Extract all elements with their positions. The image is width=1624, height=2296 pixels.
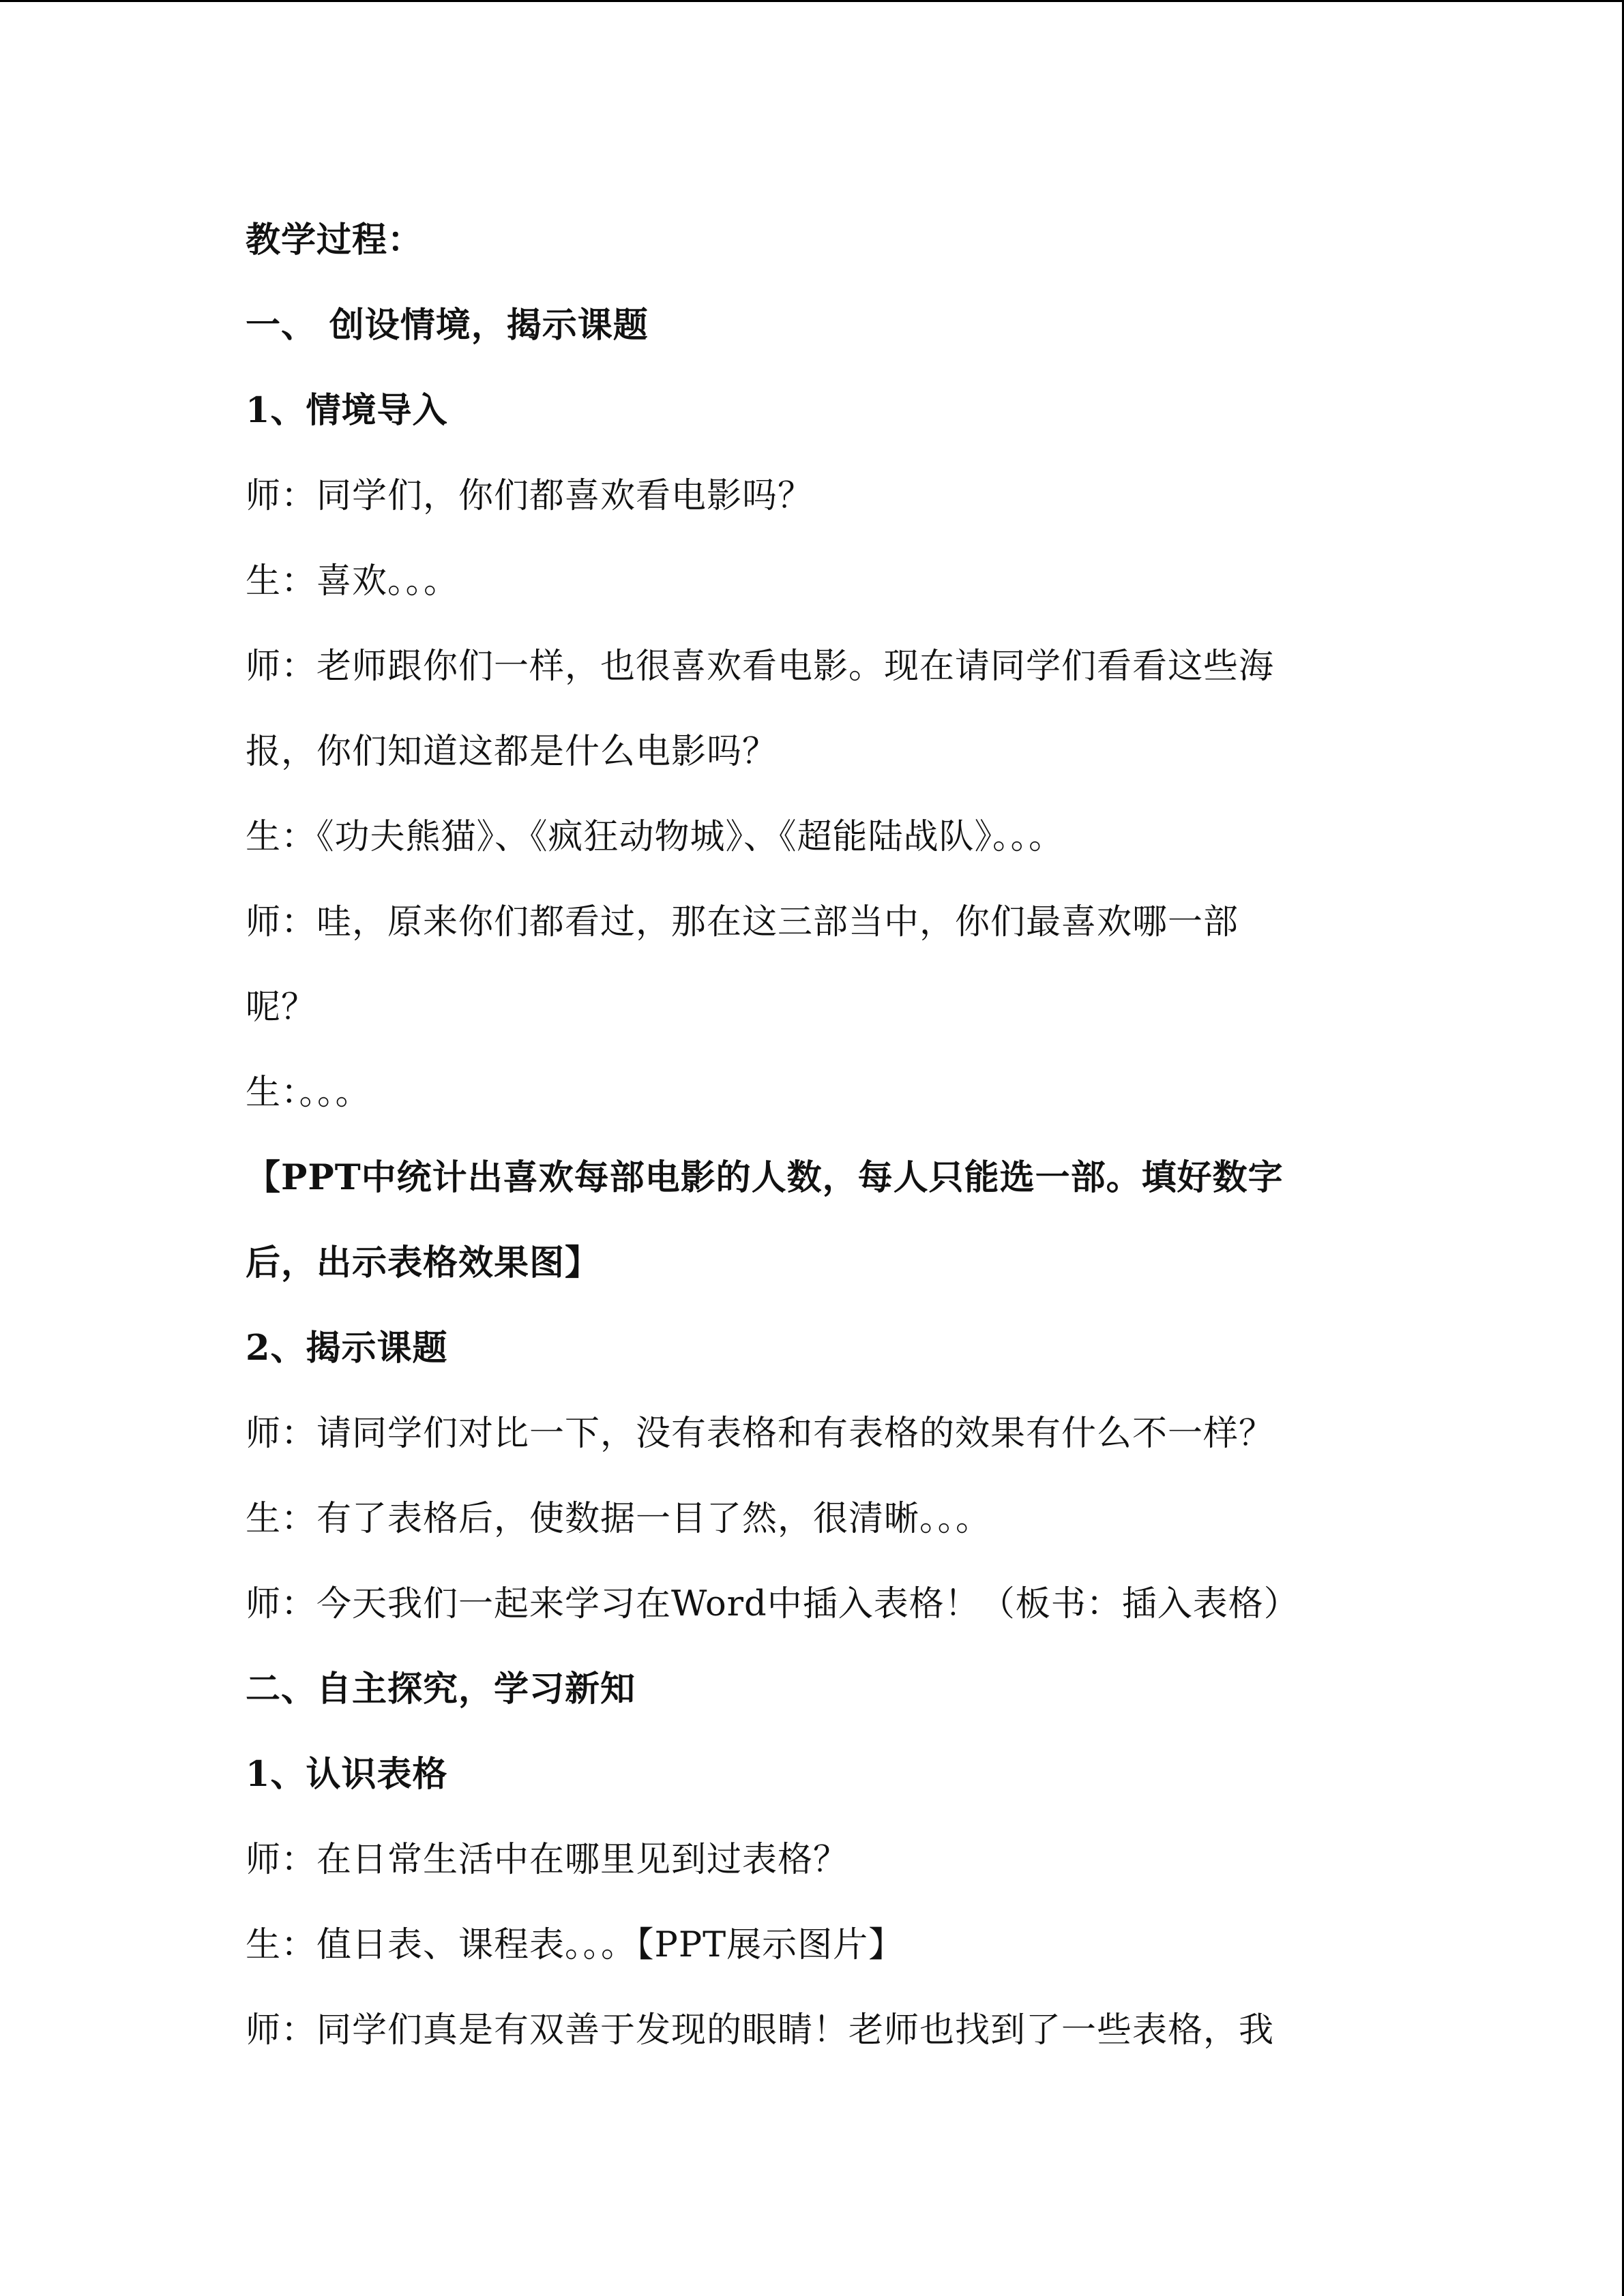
subsection-heading: 1、情境导入 — [246, 390, 448, 431]
dialogue-line: 师：请同学们对比一下，没有表格和有表格的效果有什么不一样？ — [246, 1414, 1275, 1454]
dialogue-line: 生：喜欢。。。 — [246, 561, 460, 601]
section-heading: 二、自主探究，学习新知 — [246, 1669, 636, 1710]
doc-heading: 教学过程： — [246, 220, 424, 260]
dialogue-line: 师：同学们，你们都喜欢看电影吗？ — [246, 476, 814, 516]
dialogue-line: 呢？ — [246, 987, 317, 1028]
ppt-instruction: 后，出示表格效果图】 — [246, 1242, 601, 1283]
dialogue-line: 师：老师跟你们一样，也很喜欢看电影。现在请同学们看看这些海 — [246, 646, 1275, 687]
dialogue-line: 生：有了表格后，使数据一目了然，很清晰。。。 — [246, 1499, 992, 1539]
dialogue-line: 师：同学们真是有双善于发现的眼睛！老师也找到了一些表格，我 — [246, 2010, 1275, 2051]
dialogue-line: 师：今天我们一起来学习在Word中插入表格！（板书：插入表格） — [246, 1584, 1299, 1624]
dialogue-line: 师：哇，原来你们都看过，那在这三部当中，你们最喜欢哪一部 — [246, 902, 1239, 942]
dialogue-line: 生：值日表、课程表。。。【PPT展示图片】 — [246, 1925, 904, 1965]
dialogue-line: 生：《功夫熊猫》、《疯狂动物城》、《超能陆战队》。。。 — [246, 817, 1065, 857]
section-heading: 一、 创设情境，揭示课题 — [246, 305, 649, 346]
subsection-heading: 2、揭示课题 — [246, 1328, 448, 1369]
page-top-border — [0, 0, 1624, 2]
dialogue-line: 师：在日常生活中在哪里见到过表格？ — [246, 1840, 849, 1880]
document-body — [246, 198, 1364, 2073]
ppt-instruction: 【PPT中统计出喜欢每部电影的人数，每人只能选一部。填好数字 — [246, 1157, 1284, 1198]
subsection-heading: 1、认识表格 — [246, 1754, 448, 1795]
dialogue-line: 生：。。。 — [246, 1073, 371, 1113]
dialogue-line: 报，你们知道这都是什么电影吗？ — [246, 732, 778, 772]
